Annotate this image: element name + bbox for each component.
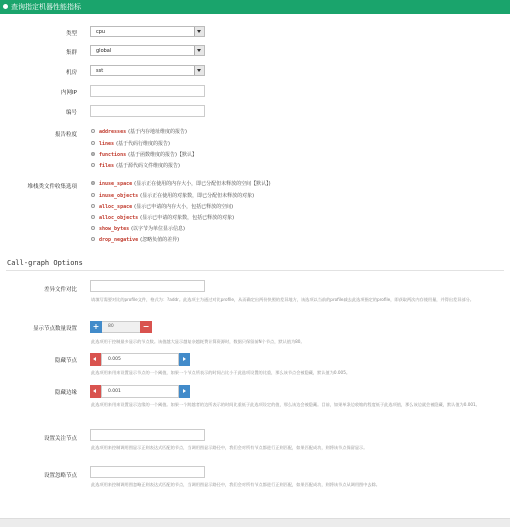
cluster-label: 集群 [65, 50, 77, 56]
ip-label: 内网IP [61, 90, 77, 96]
increase-icon[interactable] [179, 353, 190, 366]
radio-button[interactable] [91, 204, 95, 208]
radio-button[interactable] [91, 193, 95, 197]
nodecount-label: 显示节点数量设置 [32, 326, 77, 332]
compare-input[interactable] [90, 280, 205, 292]
page-title: 查询指定机器性能指标 [11, 3, 81, 11]
decrease-icon[interactable] [90, 385, 101, 398]
radio-button[interactable] [91, 215, 95, 219]
type-value: cpu [96, 29, 106, 35]
edgefraction-spinner[interactable] [90, 385, 190, 398]
heap-option[interactable]: alloc_space (显示已申请的内存大小，包括已释放的空间) [91, 203, 233, 210]
granularity-option[interactable]: lines (基于代码行维度的报告) [91, 140, 170, 147]
id-input[interactable] [90, 105, 205, 117]
nodefraction-label: 隐藏节点 [54, 358, 77, 364]
room-value: sst [96, 68, 104, 74]
cluster-select[interactable] [90, 45, 205, 56]
focus-label: 设置关注节点 [43, 436, 77, 442]
type-select[interactable] [90, 26, 205, 37]
type-label: 类型 [65, 31, 77, 37]
divider [6, 270, 504, 271]
header-bar [0, 0, 510, 14]
chevron-down-icon[interactable] [194, 27, 204, 36]
focus-input[interactable] [90, 429, 205, 441]
increase-icon[interactable] [179, 385, 190, 398]
nodefraction-value[interactable]: 0.005 [101, 353, 179, 366]
focus-help: 此选项用来控制调用图显示正则表达式匹配的节点，当调用图显示路径中，我们会对所有节点都进行正则匹配，如果匹配成功，则将该节点保留显示。 [91, 445, 368, 450]
ip-input[interactable] [90, 85, 205, 97]
heap-option[interactable]: show_bytes (以字节为单位显示信息) [91, 225, 185, 232]
nodefraction-spinner[interactable] [90, 353, 190, 366]
granularity-option[interactable]: addresses (基于内存地址维度的报告) [91, 128, 187, 135]
edgefraction-help: 此选项用来用来设置显示边缘的一个阈值。如果一个跨越者的边所表示的时间比重低于此选项设定的值，那么该边会被隐藏。目前，如果单条边收缩的程度低于此选项值，那么该边就会被隐藏，默认值为0.001。 [91, 402, 480, 407]
ignore-input[interactable] [90, 466, 205, 478]
nodecount-help: 此选项用于控制最多显示的节点数。该值越大显示越复杂越耗费计算资源时，数据只保留前N个节点，默认值为80。 [91, 339, 305, 344]
granularity-label: 报告粒度 [54, 132, 77, 138]
radio-button[interactable] [91, 163, 95, 167]
nodefraction-help: 此选项用来用来设置显示节点的一个阈值，如果一个节点所表示的时间占比小于此选项设置的比重，那么该节点会被隐藏，默认值为0.005。 [91, 370, 351, 375]
ignore-help: 此选项用来控制调用图忽略正则表达式匹配的节点，当调用图显示路径中，我们会对所有节点都进行正则匹配，如果匹配成功，则将该节点从调用图中去除。 [91, 482, 380, 487]
edgefraction-value[interactable]: 0.001 [101, 385, 179, 398]
cluster-value: global [96, 48, 112, 54]
compare-help: 请填写需要对比的profile文件，格式为：?addr。此选项主为通过对比profile，从而确定出两份快照的差异地方，该选项以当前的profile减去此选项指定的profile，即获取两次内存使用量，并得出差异部分。 [91, 297, 474, 302]
id-label: 编号 [65, 110, 77, 116]
ignore-label: 设置忽略节点 [43, 473, 77, 479]
compare-label: 差异文件对比 [43, 287, 77, 293]
decrease-icon[interactable] [90, 353, 101, 366]
radio-button-selected[interactable] [91, 181, 95, 185]
chevron-down-icon[interactable] [194, 66, 204, 75]
heap-option[interactable]: drop_negative (忽略负值的差异) [91, 236, 179, 243]
minus-icon[interactable]: − [140, 321, 152, 333]
radio-button[interactable] [91, 129, 95, 133]
room-select[interactable] [90, 65, 205, 76]
radio-button[interactable] [91, 237, 95, 241]
section-title: Call-graph Options [7, 259, 83, 267]
radio-button[interactable] [91, 141, 95, 145]
room-label: 机房 [65, 70, 77, 76]
nodecount-value[interactable]: 80 [102, 321, 140, 333]
plus-icon[interactable]: + [90, 321, 102, 333]
radio-button-selected[interactable] [91, 152, 95, 156]
info-icon [3, 4, 8, 9]
heap-label: 堆栈类文件收集选项 [27, 184, 77, 190]
granularity-option[interactable]: files (基于源代码文件维度的报告) [91, 162, 180, 169]
nodecount-stepper[interactable] [90, 321, 152, 333]
edgefraction-label: 隐藏边缘 [54, 390, 77, 396]
heap-option[interactable]: alloc_objects (显示已申请的对象数，包括已释放的对象) [91, 214, 234, 221]
granularity-option[interactable]: functions (基于函数维度的报告)【默认】 [91, 151, 197, 158]
heap-option[interactable]: inuse_objects (显示正在使用的对象数，即已分配但未释放的对象) [91, 192, 254, 199]
radio-button[interactable] [91, 226, 95, 230]
heap-option[interactable]: inuse_space (显示正在使用的内存大小，即已分配但未释放的空间【默认】) [91, 180, 271, 187]
chevron-down-icon[interactable] [194, 46, 204, 55]
